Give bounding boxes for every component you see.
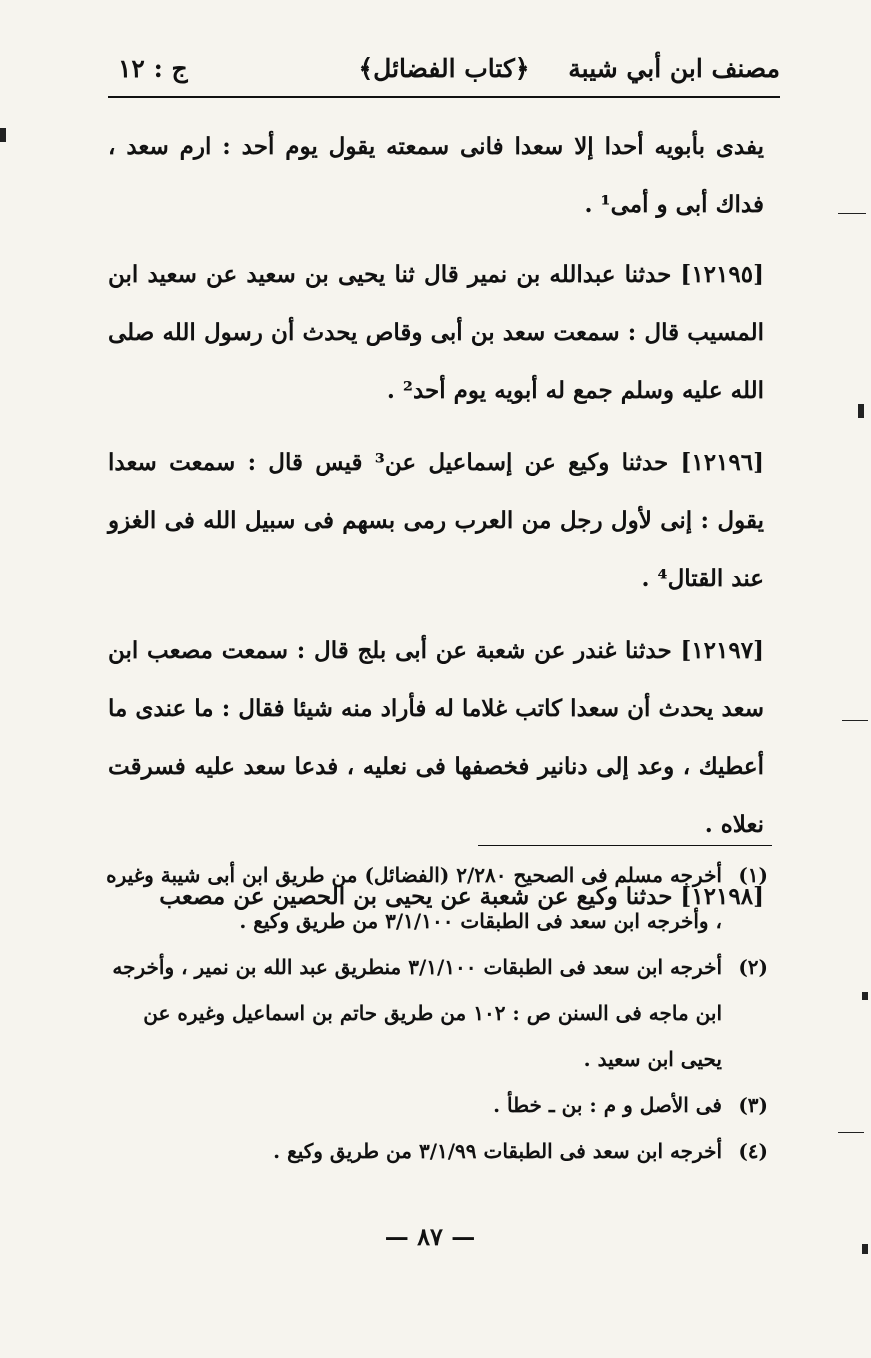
footnote-text: فى الأصل و م : بن ـ خطأ .: [493, 1093, 722, 1117]
footnotes: [100, 852, 768, 1174]
footnote-number: (١): [738, 863, 768, 887]
footnote-3: [100, 1082, 768, 1128]
scan-mark: [838, 1132, 864, 1133]
hadith-12198: [١٢١٩٨] حدثنا وكيع عن شعبة عن يحيى بن الحصين عن مصعب: [159, 883, 764, 910]
footnote-text: أخرجه ابن سعد فى الطبقات ٣/١/٩٩ من طريق وكيع .: [273, 1139, 722, 1163]
book-title: مصنف ابن أبي شيبة: [568, 54, 780, 83]
scan-mark: [862, 1244, 868, 1254]
paragraph: يفدى بأبويه أحدا إلا سعدا فانى سمعته يقول يوم أحد : ارم سعد ، فداك أبى و أمى¹ .: [108, 133, 764, 218]
footnote-text: أخرجه مسلم فى الصحيح ٢/٢٨٠ (الفضائل) من طريق ابن أبى شيبة وغيره ، وأخرجه ابن سعد فى الطبقات ٣/١/١٠٠ من طريق وكيع .: [106, 863, 722, 933]
page-number: — ٨٧ —: [384, 1222, 476, 1251]
footnote-text: أخرجه ابن سعد فى الطبقات ٣/١/١٠٠ منطريق عبد الله بن نمير ، وأخرجه ابن ماجه فى السنن ص : ١٠٢ من طريق حاتم بن اسماعيل وغيره عن يحيى ابن سعيد .: [112, 955, 722, 1071]
footnote-1: [100, 852, 768, 944]
page-header: [108, 48, 780, 96]
scan-mark: [842, 720, 868, 721]
header-divider: [108, 96, 780, 98]
footnote-number: (٣): [738, 1093, 768, 1117]
main-text: [108, 118, 764, 940]
scan-mark: [862, 992, 868, 1000]
scan-mark: [0, 128, 6, 142]
footnote-divider: [478, 845, 772, 846]
hadith-12195: [١٢١٩٥] حدثنا عبدالله بن نمير قال ثنا يحيى بن سعيد عن سعيد ابن المسيب قال : سمعت سعد بن أبى وقاص يحدث أن رسول الله صلى الله عليه وسلم جمع له أبويه يوم أحد² .: [108, 261, 764, 404]
chapter-title: ﴿كتاب الفضائل﴾: [358, 54, 530, 83]
footnote-4: [100, 1128, 768, 1174]
volume-label: ج : ١٢: [118, 54, 188, 83]
footnote-2: [100, 944, 768, 1082]
footnote-number: (٢): [738, 955, 768, 979]
footnote-number: (٤): [738, 1139, 768, 1163]
scan-mark: [838, 213, 866, 214]
hadith-12196: [١٢١٩٦] حدثنا وكيع عن إسماعيل عن³ قيس قال : سمعت سعدا يقول : إنى لأول رجل من العرب رمى بسهم فى سبيل الله فى الغزو عند القتال⁴ .: [108, 449, 765, 592]
scan-mark: [858, 404, 864, 418]
hadith-12197: [١٢١٩٧] حدثنا غندر عن شعبة عن أبى بلج قال : سمعت مصعب ابن سعد يحدث أن سعدا كاتب غلاما له فأراد منه شيئا فقال : ما عندى ما أعطيك ، وعد إلى دنانير فخصفها فى نعليه ، فدعا سعد عليه فسرقت نعلاه .: [108, 637, 764, 838]
